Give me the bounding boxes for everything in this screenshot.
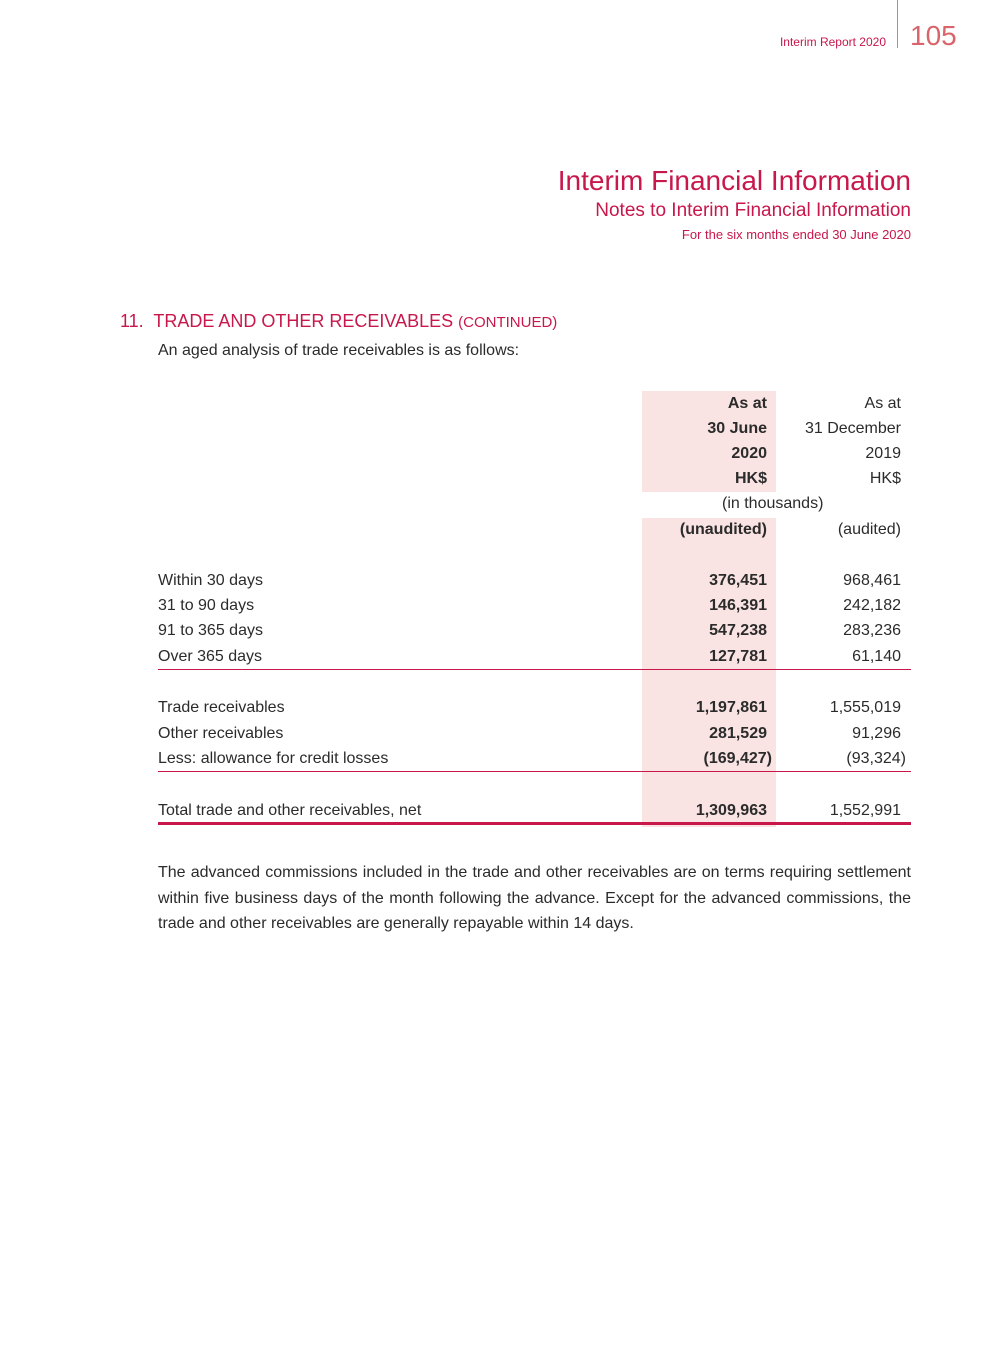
col1-status: (unaudited) — [679, 521, 767, 538]
value-2019: 91,296 — [852, 725, 901, 742]
value-2020: 127,781 — [709, 648, 767, 665]
col2-header: 2019 — [865, 445, 901, 462]
col2-status: (audited) — [837, 521, 901, 538]
col1-header: HK$ — [734, 470, 767, 487]
value-2020: 281,529 — [709, 725, 767, 742]
header-divider — [897, 0, 898, 48]
value-2020: 146,391 — [709, 597, 767, 614]
value-2019: 1,552,991 — [829, 802, 901, 819]
value-2020: 1,309,963 — [695, 802, 767, 819]
value-2019: 968,461 — [843, 572, 901, 589]
col2-header: 31 December — [804, 420, 901, 437]
current-column-shade — [642, 518, 776, 827]
section-title: TRADE AND OTHER RECEIVABLES — [153, 311, 454, 331]
page-number: 105 — [910, 20, 957, 51]
rule — [158, 771, 911, 772]
page-subtitle: Notes to Interim Financial Information — [595, 200, 911, 221]
section-intro: An aged analysis of trade receivables is as follows: — [158, 342, 520, 359]
total-rule — [158, 822, 911, 825]
value-2020: 1,197,861 — [695, 699, 767, 716]
row-label: 31 to 90 days — [158, 597, 255, 614]
row-label: 91 to 365 days — [158, 622, 263, 639]
row-label: Over 365 days — [158, 648, 263, 665]
row-label: Less: allowance for credit losses — [158, 750, 389, 767]
value-2019: 1,555,019 — [829, 699, 901, 716]
note-paragraph: The advanced commissions included in the trade and other receivables are on terms requiring settlement within five business days of the month following the advance. Except for the advanced commissions, the trade and other receivables are generally repayable within 14 days. — [158, 864, 911, 932]
section-heading — [120, 311, 557, 332]
row-label: Trade receivables — [158, 699, 285, 716]
row-label: Total trade and other receivables, net — [158, 802, 422, 819]
col2-header: As at — [864, 395, 901, 412]
value-2019: 61,140 — [852, 648, 901, 665]
row-label: Other receivables — [158, 725, 284, 742]
value-2020: 376,451 — [709, 572, 767, 589]
period: For the six months ended 30 June 2020 — [681, 227, 911, 242]
value-2019: (93,324) — [846, 750, 906, 767]
section-suffix: (CONTINUED) — [458, 314, 558, 331]
value-2020: (169,427) — [703, 750, 772, 767]
col1-header: As at — [727, 395, 767, 412]
value-2019: 283,236 — [843, 622, 901, 639]
value-2020: 547,238 — [709, 622, 767, 639]
col2-header: HK$ — [869, 470, 901, 487]
report-name: Interim Report 2020 — [779, 35, 886, 49]
row-label: Within 30 days — [158, 572, 263, 589]
col1-header: 30 June — [707, 420, 767, 437]
value-2019: 242,182 — [843, 597, 901, 614]
unit-label: (in thousands) — [722, 495, 824, 512]
col1-header: 2020 — [731, 445, 767, 462]
rule — [158, 669, 911, 670]
page-title: Interim Financial Information — [557, 165, 911, 196]
section-number: 11. — [120, 311, 144, 331]
